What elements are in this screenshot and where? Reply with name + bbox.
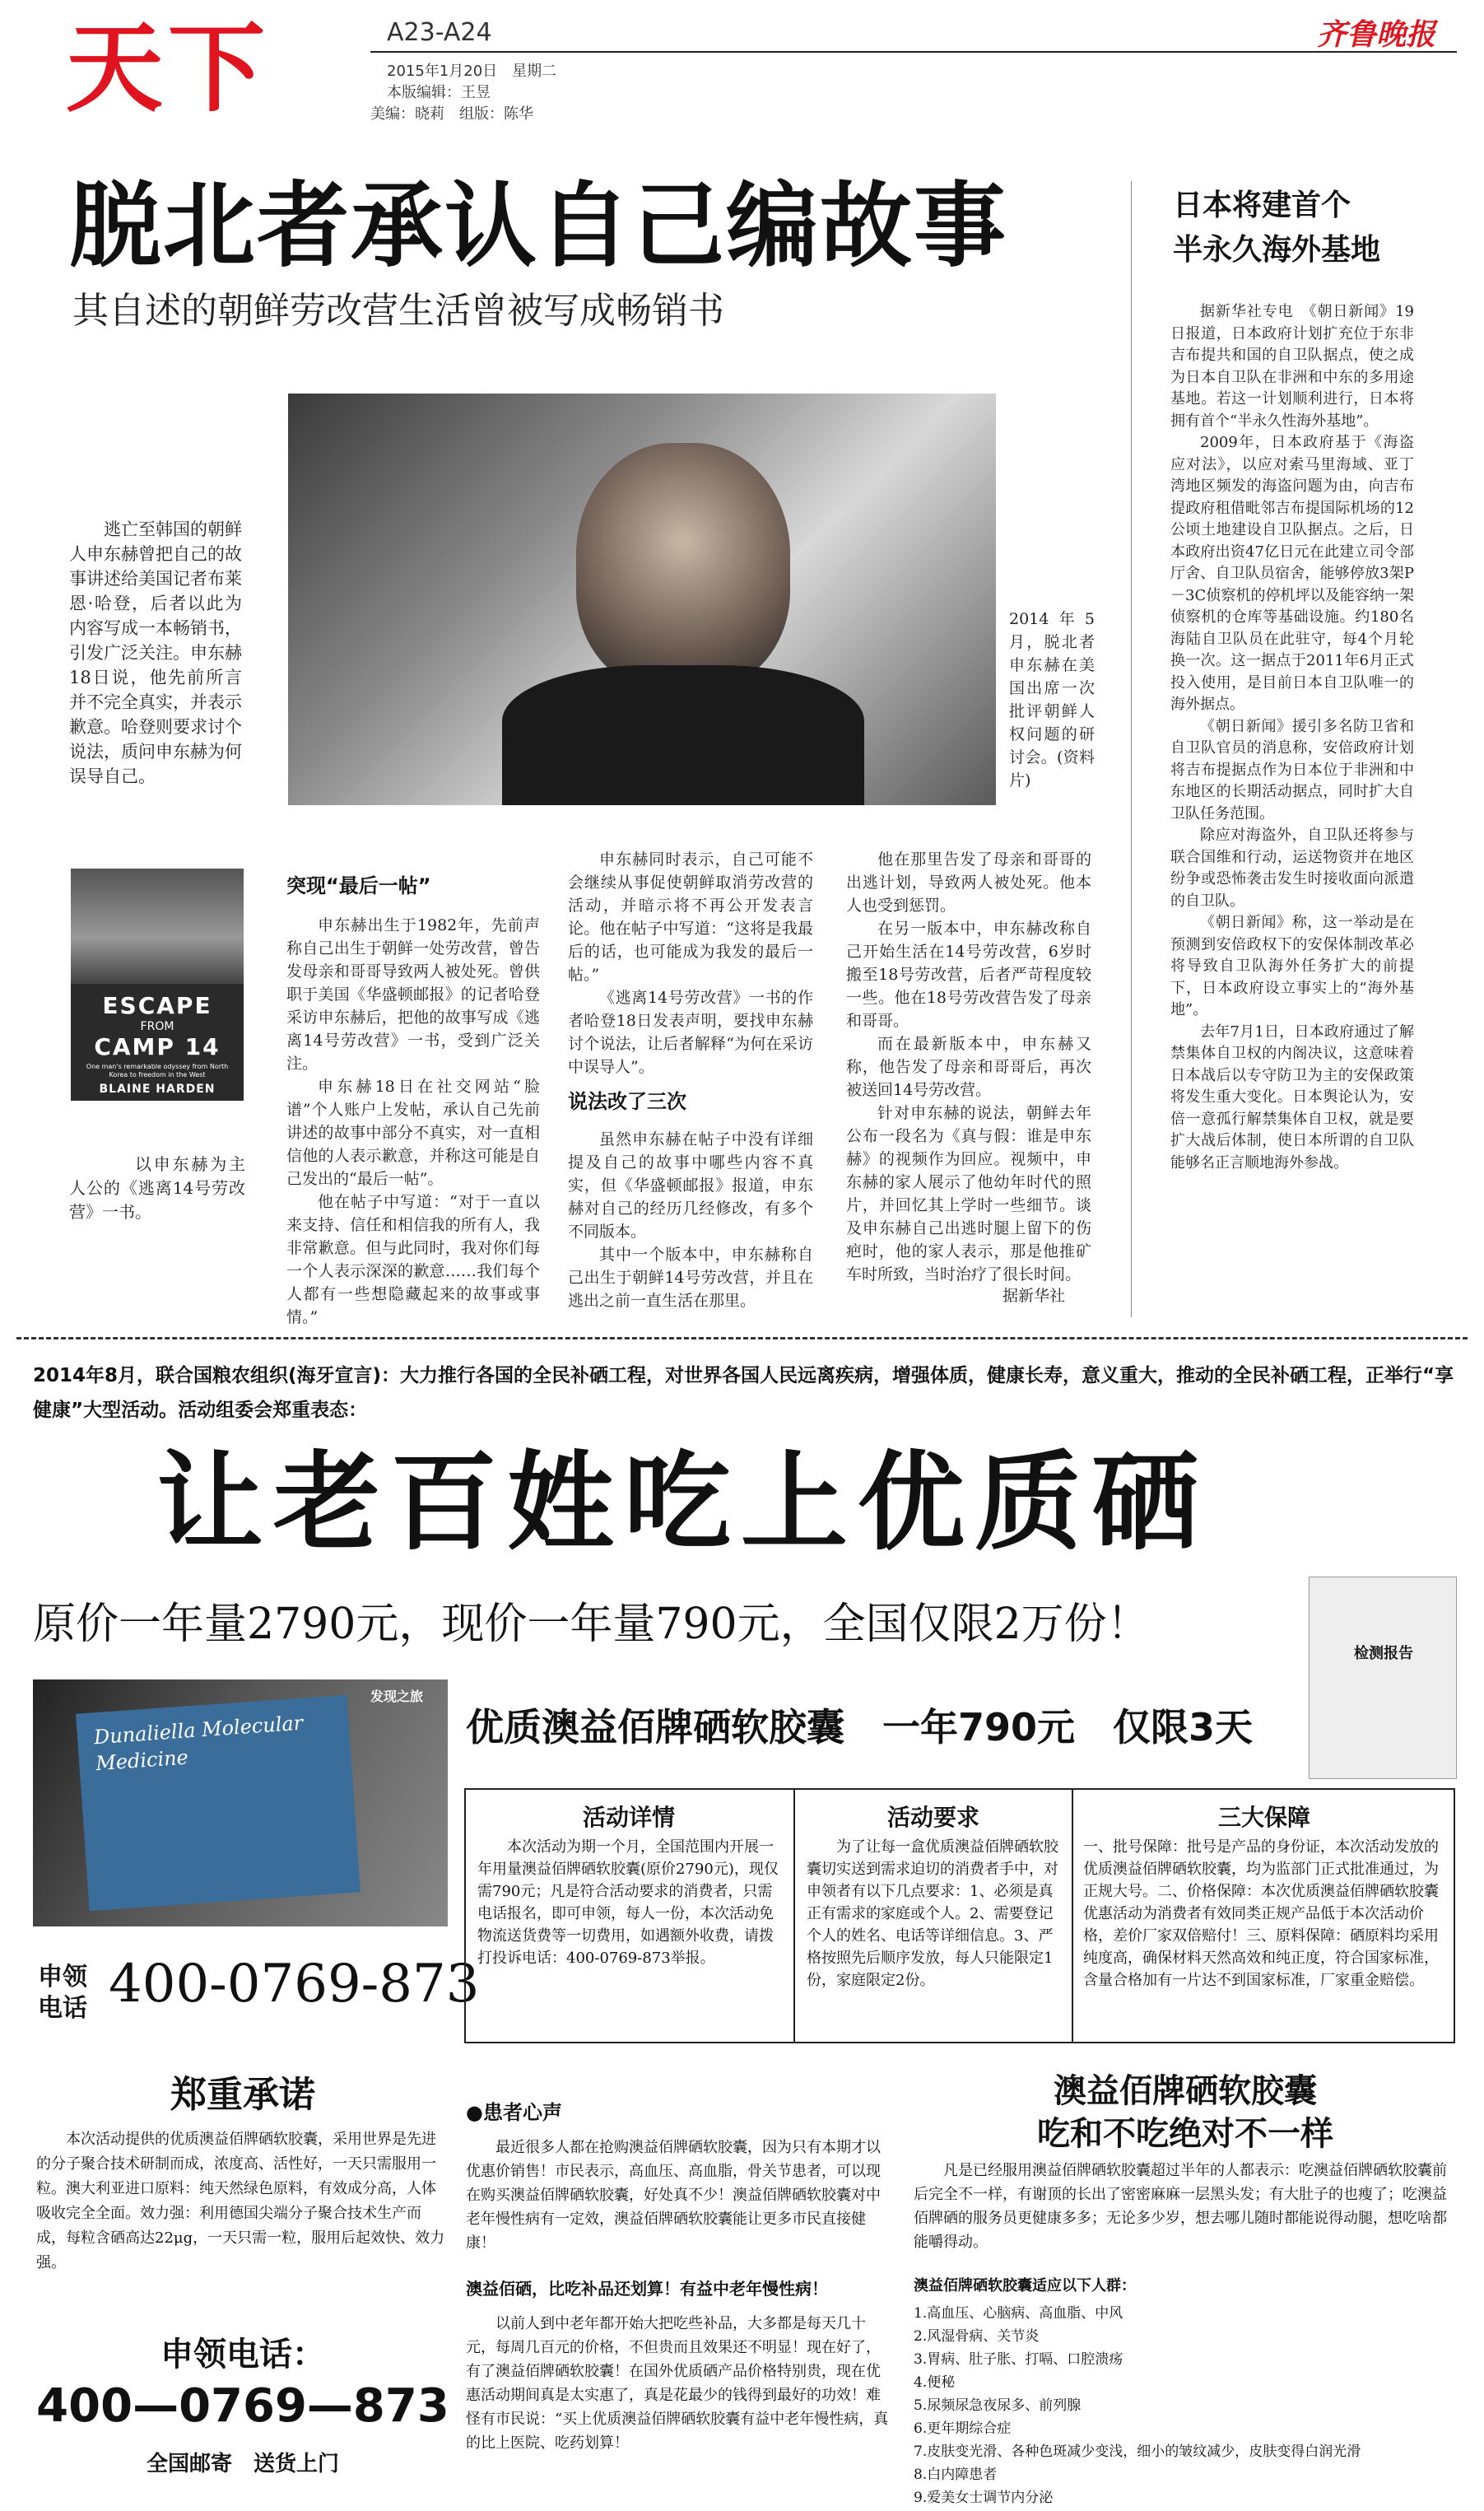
byline: 据新华社 [1003, 1287, 1066, 1305]
section-title: 天下 [66, 12, 271, 125]
editor-credit: 本版编辑：王昱 [387, 84, 491, 101]
compare-list-item: 7.皮肤变光滑、各种色斑减少变浅，细小的皱纹减少，皮肤变得白润光滑 [914, 2443, 1361, 2460]
column-divider [1131, 181, 1132, 1317]
col1-para: 申东赫18日在社交网站“脸谱”个人账户上发帖，承认自己先前讲述的故事中部分不真实，对一直相信他的人表示歉意，并称这可能是自己发出的“最后一帖”。 [286, 1078, 540, 1188]
book-title-3: CAMP 14 [94, 1033, 221, 1060]
product-book-title: Dunaliella Molecular Medicine [93, 1711, 305, 1776]
compare-intro: 凡是已经服用澳益佰牌硒软胶囊超过半年的人都表示：吃澳益佰牌硒软胶囊前后完全不一样，有谢顶的长出了密密麻麻一层黑头发；有大肚子的也瘦了；吃澳益佰牌硒的服务员更健康多多；无论多少岁，想去哪儿随时都能说得动腿，想吃啥都能嚼得动。 [914, 2162, 1447, 2251]
activity-details-text: 本次活动为期一个月，全国范围内开展一年用量澳益佰牌硒软胶囊(原价2790元)，现仅需790元；凡是符合活动要求的消费者，只需电话报名，即可申领，每人一份，本次活动免物流送货费等一切费用，如遇额外收费，请拨打投诉电话：400-0769-873举报。 [477, 1838, 779, 1967]
compare-list-title: 澳益佰牌硒软胶囊适应以下人群： [914, 2277, 1136, 2294]
patient-text-1: 最近很多人都在抢购澳益佰牌硒软胶囊，因为只有本期才以优惠价销售！市民表示，高血压、高血脂，骨关节患者，可以现在购买澳益佰牌硒软胶囊，好处真不少！澳益佰牌硒软胶囊对中老年慢性病有一定效，澳益佰牌硒软胶囊能让更多市民直接健康！ [466, 2139, 881, 2252]
story-col-2a [568, 848, 813, 1078]
col2-para: 申东赫同时表示，自己可能不会继续从事促使朝鲜取消劳改营的活动，并暗示将不再公开发表言论。他在帖子中写道：“这将是我最后的话，也可能成为我发的最后一帖。” [568, 850, 813, 984]
side-story-body [1170, 301, 1414, 1174]
paper-logo: 齐鲁晚报 [1317, 17, 1436, 52]
side-para: 《朝日新闻》称，这一举动是在预测到安倍政权下的安保体制改革必将导致自卫队海外任务扩大的前提下，日本政府设立事实上的“海外基地”。 [1170, 914, 1414, 1018]
col2-para: 《逃离14号劳改营》一书的作者哈登18日发表声明，要找申东赫讨个说法，让后者解释“为何在采访中误导人”。 [568, 989, 813, 1076]
book-tagline: One man's remarkable odyssey from North Korea to freedom in the West [86, 1063, 229, 1078]
compare-list-item: 1.高血压、心脑病、高血脂、中风 [914, 2305, 1123, 2322]
phone-label-bottom: 申领电话： [160, 2336, 325, 2374]
story-col-2b [568, 1128, 813, 1312]
side-para: 除应对海盗外，自卫队还将参与联合国维和行动，运送物资并在地区纷争或恐怖袭击发生时接收面向派遣的自卫队。 [1170, 827, 1414, 910]
col2-para: 其中一个版本中，申东赫称自己出生于朝鲜14号劳改营，并且在逃出之前一直生活在那里。 [568, 1246, 813, 1310]
book-caption: 以申东赫为主人公的《逃离14号劳改营》一书。 [69, 1154, 245, 1222]
phone-label-2: 电话 [38, 1994, 87, 2023]
issue-date: 2015年1月20日 星期二 [387, 63, 557, 80]
side-headline-2: 半永久海外基地 [1173, 233, 1381, 267]
compare-title-1: 澳益佰牌硒软胶囊 [1054, 2072, 1317, 2110]
book-title-2: FROM [140, 1020, 174, 1033]
compare-list-item: 6.更年期综合症 [914, 2420, 1012, 2437]
masthead [0, 0, 1484, 132]
certificate-label: 检测报告 [1354, 1645, 1413, 1662]
main-headline: 脱北者承认自己编故事 [69, 173, 1007, 280]
col3-para: 针对申东赫的说法，朝鲜去年公布一段名为《真与假：谁是申东赫》的视频作为回应。视频中，申东赫的家人展示了他幼年时代的照片，并回忆其上学时一些细节。谈及申东赫自己出逃时腿上留下的伤疤时，他的家人表示，那是他推矿车时所致，当时治疗了很长时间。 [846, 1104, 1091, 1283]
photo-suit [502, 665, 864, 805]
product-book [76, 1695, 361, 1911]
lead-paragraph: 逃亡至韩国的朝鲜人申东赫曾把自己的故事讲述给美国记者布莱恩·哈登，后者以此为内容写成一本畅销书，引发广泛关注。申东赫18日说，他先前所言并不完全真实，并表示歉意。哈登则要求讨个说法，质问申东赫为何误导自己。 [69, 519, 242, 786]
masthead-rule [370, 51, 1457, 53]
section-heading-2: 说法改了三次 [568, 1090, 686, 1113]
side-para: 《朝日新闻》援引多名防卫省和自卫队官员的消息称，安倍政府计划将吉布提据点作为日本位于非洲和中东地区的长期活动据点，同时扩大自卫队任务范围。 [1170, 717, 1414, 822]
promise-text: 本次活动提供的优质澳益佰牌硒软胶囊，采用世界是先进的分子聚合技术研制而成，浓度高、活性好，一天只需服用一粒。澳大利亚进口原料：纯天然绿色原料，有效成分高，人体吸收完全全面。效力强：利用德国尖端分子聚合技术生产而成，每粒含硒高达22μg，一天只需一粒，服用后起效快、效力强。 [36, 2131, 445, 2271]
promise-title: 郑重承诺 [170, 2074, 315, 2116]
advert-price: 原价一年量2790元，现价一年量790元，全国仅限2万份！ [33, 1600, 1150, 1649]
patient-slogan: 澳益佰硒，比吃补品还划算！有益中老年慢性病！ [466, 2279, 828, 2299]
photo-subject [576, 443, 790, 690]
side-para: 去年7月1日，日本政府通过了解禁集体自卫权的内阁决议，这意味着日本战后以专守防卫为主的安保政策将发生重大变化。日本舆论认为，安倍一意孤行解禁集体自卫权，就是要扩大战后体制，使日本所谓的自卫队能够名正言顺地海外参战。 [1170, 1023, 1414, 1172]
book-cover [71, 869, 244, 1101]
phone-number[interactable]: 400-0769-873 [109, 1954, 480, 2015]
product-badge: 发现之旅 [370, 1689, 424, 1704]
col2-para: 虽然申东赫在帖子中没有详细提及自己的故事中哪些内容不真实，但《华盛顿邮报》报道，申东赫对自己的经历几经修改，有多个不同版本。 [568, 1130, 813, 1241]
page-range: A23-A24 [387, 18, 492, 47]
side-headline-1: 日本将建首个 [1173, 189, 1351, 222]
phone-label-1: 申领 [38, 1963, 87, 1992]
activity-details-title: 活动详情 [582, 1804, 675, 1831]
compare-list-item: 8.白内障患者 [914, 2467, 998, 2483]
compare-list-item: 2.风湿骨病、关节炎 [914, 2328, 1040, 2345]
product-photo [33, 1679, 448, 1926]
story-col-1 [286, 914, 540, 1329]
book-cover-photo [71, 869, 244, 984]
activity-req-title: 活动要求 [886, 1804, 979, 1831]
main-photo [288, 394, 996, 805]
compare-title-2: 吃和不吃绝对不一样 [1037, 2115, 1333, 2153]
photo-caption: 2014年5月，脱北者申东赫在美国出席一次批评朝鲜人权问题的研讨会。(资料片) [1009, 610, 1095, 790]
advert-intro: 2014年8月，联合国粮农组织(海牙宣言)：大力推行各国的全民补硒工程，对世界各国人民远离疾病，增强体质，健康长寿，意义重大，推动的全民补硒工程，正举行“享健康”大型活动。活动组委会郑重表态： [33, 1365, 1454, 1421]
col1-para: 他在帖子中写道：“对于一直以来支持、信任和相信我的所有人，我非常歉意。但与此同时，我对你们每一个人表示深深的歉意……我们每个人都有一些想隐藏起来的故事或事情。” [286, 1193, 540, 1326]
compare-list-item: 5.尿频尿急夜尿多、前列腺 [914, 2397, 1082, 2414]
activity-req-text: 为了让每一盒优质澳益佰牌硒软胶囊切实送到需求迫切的消费者手中，对申领者有以下几点要求：1、必须是真正有需求的家庭或个人。2、需要登记个人的姓名、电话等详细信息。3、严格按照先后顺序发放，每人只能限定1份，家庭限定2份。 [807, 1838, 1058, 1989]
phone-number-bottom[interactable]: 400—0769—873 [36, 2379, 449, 2433]
col3-para: 而在最新版本中，申东赫又称，他告发了母亲和哥哥后，再次被送回14号劳改营。 [846, 1035, 1091, 1099]
col1-para: 申东赫出生于1982年，先前声称自己出生于朝鲜一处劳改营，曾告发母亲和哥哥导致两人被处死。曾供职于美国《华盛顿邮报》的记者哈登采访申东赫后，把他的故事写成《逃离14号劳改营》一书，受到广泛关注。 [286, 916, 540, 1073]
guarantee-title: 三大保障 [1217, 1804, 1310, 1831]
compare-list-item: 9.爱美女士调节内分泌 [914, 2490, 1054, 2506]
patient-text-2: 以前人到中老年都开始大把吃些补品，大多都是每天几十元，每周几百元的价格，不但贵而且效果还不明显！现在好了，有了澳益佰牌硒软胶囊！在国外优质硒产品价格特别贵，现在优惠活动期间真是太实惠了，真是花最少的钱得到最好的功效！难怪有市民说：“买上优质澳益佰牌硒软胶囊有益中老年慢性病，真的比上医院、吃药划算！ [466, 2315, 889, 2452]
main-subheadline: 其自述的朝鲜劳改营生活曾被写成畅销书 [72, 290, 724, 332]
col3-para: 在另一版本中，申东赫改称自己开始生活在14号劳改营，6岁时搬至18号劳改营，后者严苛程度较一些。他在18号劳改营告发了母亲和哥哥。 [846, 920, 1091, 1030]
guarantee-text: 一、批号保障：批号是产品的身份证，本次活动发放的优质澳益佰牌硒软胶囊，均为监部门正式批准通过，为正规大号。二、价格保障：本次优质澳益佰牌硒软胶囊优惠活动为消费者有效同类正规产品低于本次活动价格，差价厂家双倍赔付！三、原料保障：硒原料均采用纯度高，确保材料天然高效和纯正度，符合国家标准，含量合格加有一片达不到国家标准，厂家重金赔偿。 [1083, 1838, 1439, 1989]
compare-list-item: 3.胃病、肚子胀、打嗝、口腔溃疡 [914, 2351, 1123, 2368]
compare-list-item: 4.便秘 [914, 2374, 956, 2391]
patient-title: ●患者心声 [466, 2101, 562, 2124]
side-para: 2009年，日本政府基于《海盗应对法》，以应对索马里海域、亚丁湾地区频发的海盗问题为由，向吉布提政府租借毗邻吉布提国际机场的12公顷土地建设自卫队据点。之后，日本政府出资47亿日元在此建立司令部厅舍、自卫队员宿舍，能够停放3架P－3C侦察机的停机坪以及能容纳一架侦察机的仓库等基础设施。约180名海陆自卫队员在此驻守，每4个月轮换一次。这一据点于2011年6月正式投入使用，是目前日本自卫队唯一的海外据点。 [1170, 434, 1414, 713]
certificate [1309, 1577, 1457, 1779]
product-headline: 优质澳益佰牌硒软胶囊 一年790元 仅限3天 [466, 1705, 1254, 1749]
story-col-3 [846, 848, 1091, 1286]
side-para: 据新华社专电 《朝日新闻》19日报道，日本政府计划扩充位于东非吉布提共和国的自卫队据点，使之成为日本自卫队在非洲和中东的多用途基地。若这一计划顺利进行，日本将拥有首个“半永久性海外基地”。 [1170, 303, 1414, 430]
book-author: BLAINE HARDEN [99, 1083, 216, 1096]
section-heading-1: 突现“最后一帖” [286, 874, 431, 897]
design-credit: 美编：晓莉 组版：陈华 [370, 105, 533, 123]
delivery-note: 全国邮寄 送货上门 [146, 2452, 339, 2476]
col3-para: 他在那里告发了母亲和哥哥的出逃计划，导致两人被处死。他本人也受到惩罚。 [846, 850, 1091, 915]
compare-list [914, 2302, 1457, 2509]
book-title-1: ESCAPE [102, 992, 212, 1019]
advert-headline: 让老百姓吃上优质硒 [156, 1440, 1209, 1565]
